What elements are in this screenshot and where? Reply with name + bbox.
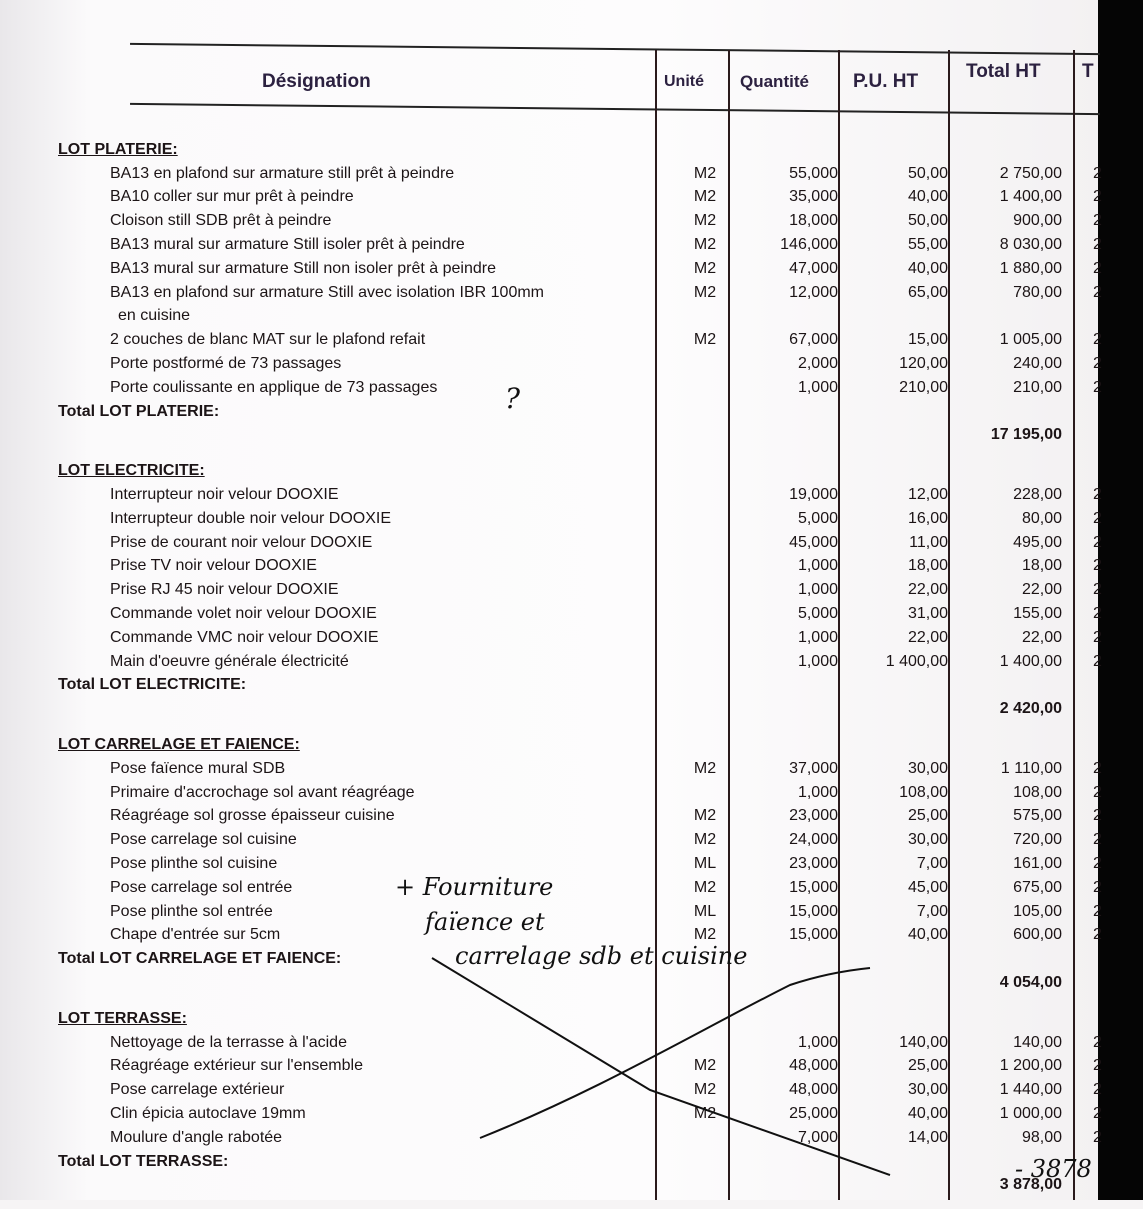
item-tva: 2 [1093,783,1102,801]
item-tva: 2 [1093,533,1102,551]
item-tva: 2 [1093,902,1102,920]
item-unit: M2 [693,1081,717,1099]
item-tva: 2 [1093,652,1102,670]
item-total: 495,00 [1013,533,1062,551]
section-total-value: 3 878,00 [999,1176,1062,1194]
item-quantity: 1,000 [797,557,838,575]
header-quantite: Quantité [740,72,809,91]
item-unit: ML [693,902,717,920]
item-designation: Prise de courant noir velour DOOXIE [110,533,373,551]
item-quantity: 23,000 [789,855,838,872]
item-quantity: 7,000 [797,1128,838,1146]
item-designation: BA13 mural sur armature Still isoler prêt à peindre [110,236,465,254]
handwritten-question-mark: ? [505,382,521,415]
item-quantity: 12,000 [789,283,838,301]
item-total: 900,00 [1013,212,1062,230]
item-designation: 2 couches de blanc MAT sur le plafond refait [110,331,426,349]
item-unit-price: 65,00 [907,283,948,301]
item-tva: 2 [1093,581,1102,599]
item-unit-price: 120,00 [899,355,948,373]
item-quantity: 1,000 [797,581,838,599]
item-quantity: 23,000 [789,807,838,825]
item-total: 575,00 [1013,807,1062,825]
section-total-value: 17 195,00 [990,426,1062,444]
section-title: LOT CARRELAGE ET FAIENCE: [58,736,300,754]
item-quantity: 15,000 [789,926,838,944]
item-total: 1 400,00 [999,652,1062,670]
item-quantity: 18,000 [789,212,838,230]
item-tva: 2 [1093,259,1102,277]
item-designation: Chape d'entrée sur 5cm [110,926,281,944]
item-tva: 2 [1093,1128,1102,1146]
item-tva: 2 [1093,236,1102,254]
item-quantity: 2,000 [797,355,838,373]
item-unit: ML [693,855,717,872]
item-designation: Pose plinthe sol cuisine [110,855,278,872]
item-total: 240,00 [1013,355,1062,373]
item-designation: Pose carrelage sol entrée [110,878,293,896]
item-tva: 2 [1093,1104,1102,1122]
item-quantity: 1,000 [797,783,838,801]
item-unit: M2 [693,831,717,849]
header-pu-ht: P.U. HT [853,71,919,92]
item-unit-price: 30,00 [907,759,948,777]
item-tva: 2 [1093,331,1102,349]
item-quantity: 48,000 [789,1057,838,1075]
item-tva: 2 [1093,855,1102,872]
item-unit-price: 25,00 [907,1057,948,1075]
handwritten-deduction: - 3878 [1015,1155,1092,1183]
item-total: 98,00 [1021,1128,1062,1146]
item-tva: 2 [1093,378,1102,396]
item-designation: BA13 mural sur armature Still non isoler prêt à peindre [110,259,496,277]
item-total: 8 030,00 [999,236,1062,254]
item-quantity: 37,000 [789,759,838,777]
item-total: 675,00 [1013,878,1062,896]
item-unit-price: 55,00 [907,236,948,254]
item-total: 780,00 [1013,283,1062,301]
item-total: 2 750,00 [999,164,1062,182]
item-designation: Pose carrelage sol cuisine [110,831,297,849]
item-tva: 2 [1093,1033,1102,1051]
item-unit-price: 45,00 [907,878,948,896]
background-edge [1098,0,1143,1200]
header-unite: Unité [664,73,704,90]
item-unit-price: 108,00 [899,783,948,801]
item-designation: Commande VMC noir velour DOOXIE [110,628,379,646]
handwritten-note-line3: carrelage sdb et cuisine [455,942,748,970]
item-tva: 2 [1093,926,1102,944]
item-designation: Interrupteur noir velour DOOXIE [110,486,339,504]
item-designation: Prise TV noir velour DOOXIE [110,557,317,575]
item-total: 22,00 [1021,581,1062,599]
item-tva: 2 [1093,509,1102,527]
item-designation: Main d'oeuvre générale électricité [110,652,349,670]
item-total: 210,00 [1013,378,1062,396]
item-total: 1 400,00 [999,188,1062,206]
item-unit-price: 7,00 [916,902,948,920]
item-tva: 2 [1093,807,1102,825]
item-designation: Moulure d'angle rabotée [110,1128,283,1146]
item-unit-price: 11,00 [909,533,948,551]
item-unit-price: 140,00 [899,1033,948,1051]
item-designation: Nettoyage de la terrasse à l'acide [110,1033,347,1051]
header-tva: T [1082,61,1094,82]
item-tva: 2 [1093,878,1102,896]
item-designation: Pose faïence mural SDB [110,759,286,777]
item-quantity: 67,000 [789,331,838,349]
item-total: 80,00 [1021,509,1062,527]
section-title: LOT TERRASSE: [58,1009,187,1027]
item-total: 1 440,00 [999,1081,1062,1099]
item-tva: 2 [1093,557,1102,575]
item-unit: M2 [693,283,717,301]
item-unit-price: 40,00 [907,1104,948,1122]
item-unit: M2 [693,1057,717,1075]
item-designation: en cuisine [118,307,191,325]
item-quantity: 1,000 [797,1033,838,1051]
item-unit-price: 30,00 [907,1081,948,1099]
item-unit-price: 22,00 [907,628,948,646]
item-unit-price: 12,00 [907,486,948,504]
item-designation: Clin épicia autoclave 19mm [110,1104,306,1122]
item-unit-price: 15,00 [907,331,948,349]
item-quantity: 19,000 [789,486,838,504]
item-quantity: 1,000 [797,378,838,396]
item-total: 1 880,00 [999,259,1062,277]
item-designation: Réagréage extérieur sur l'ensemble [110,1057,363,1075]
header-total-ht: Total HT [966,61,1041,82]
handwritten-note-line1: + Fourniture [395,873,554,901]
item-unit-price: 22,00 [907,581,948,599]
item-unit: M2 [693,807,717,825]
item-quantity: 146,000 [780,236,838,254]
item-designation: Pose carrelage extérieur [110,1081,285,1099]
item-unit-price: 40,00 [907,188,948,206]
item-unit: M2 [693,212,717,230]
item-quantity: 15,000 [789,902,838,920]
item-quantity: 47,000 [789,259,838,277]
item-unit: M2 [693,926,717,944]
section-total-label: Total LOT PLATERIE: [58,402,220,420]
item-unit-price: 50,00 [907,212,948,230]
item-tva: 2 [1093,486,1102,504]
item-unit: M2 [693,759,717,777]
item-quantity: 1,000 [797,628,838,646]
handwritten-note-line2: faïence et [425,908,545,936]
header-designation: Désignation [262,71,371,92]
section-total-value: 4 054,00 [999,973,1062,991]
item-quantity: 48,000 [789,1081,838,1099]
item-quantity: 24,000 [789,831,838,849]
item-tva: 2 [1093,164,1102,182]
item-quantity: 5,000 [797,509,838,527]
item-unit-price: 30,00 [907,831,948,849]
item-total: 228,00 [1013,486,1062,504]
item-quantity: 35,000 [789,188,838,206]
section-total-value: 2 420,00 [999,700,1062,718]
item-designation: Cloison still SDB prêt à peindre [110,212,332,230]
item-total: 155,00 [1013,605,1062,623]
item-total: 105,00 [1013,902,1062,920]
item-designation: Pose plinthe sol entrée [110,902,273,920]
item-designation: Commande volet noir velour DOOXIE [110,605,377,623]
section-title: LOT ELECTRICITE: [58,462,205,480]
item-unit-price: 18,00 [907,557,948,575]
item-unit: M2 [693,878,717,896]
item-total: 161,00 [1013,855,1062,872]
item-tva: 2 [1093,628,1102,646]
item-total: 600,00 [1013,926,1062,944]
item-unit: M2 [693,259,717,277]
item-unit-price: 31,00 [907,605,948,623]
item-designation: BA10 coller sur mur prêt à peindre [110,188,354,206]
item-total: 1 000,00 [999,1104,1062,1122]
section-total-label: Total LOT ELECTRICITE: [58,676,247,694]
item-tva: 2 [1093,188,1102,206]
section-total-label: Total LOT TERRASSE: [58,1152,229,1170]
item-quantity: 15,000 [789,878,838,896]
item-tva: 2 [1093,1081,1102,1099]
item-unit: M2 [693,1104,717,1122]
item-designation: BA13 en plafond sur armature still prêt à peindre [110,164,455,182]
item-quantity: 25,000 [789,1104,838,1122]
item-designation: Porte coulissante en applique de 73 passages [110,378,438,396]
item-quantity: 45,000 [789,533,838,551]
item-unit-price: 40,00 [907,926,948,944]
item-total: 18,00 [1021,557,1062,575]
item-quantity: 5,000 [797,605,838,623]
item-total: 22,00 [1021,628,1062,646]
item-tva: 2 [1093,1057,1102,1075]
item-tva: 2 [1093,759,1102,777]
item-unit-price: 40,00 [907,259,948,277]
item-unit-price: 25,00 [907,807,948,825]
item-tva: 2 [1093,355,1102,373]
item-tva: 2 [1093,831,1102,849]
item-quantity: 55,000 [789,164,838,182]
item-total: 1 200,00 [999,1057,1062,1075]
item-unit-price: 50,00 [907,164,948,182]
item-unit-price: 1 400,00 [885,652,948,670]
item-tva: 2 [1093,283,1102,301]
item-total: 1 005,00 [999,331,1062,349]
item-designation: Porte postformé de 73 passages [110,355,342,373]
item-designation: Réagréage sol grosse épaisseur cuisine [110,807,395,825]
section-total-label: Total LOT CARRELAGE ET FAIENCE: [58,950,342,968]
item-designation: BA13 en plafond sur armature Still avec isolation IBR 100mm [110,283,544,301]
item-designation: Prise RJ 45 noir velour DOOXIE [110,581,339,599]
item-unit-price: 210,00 [899,378,948,396]
item-total: 720,00 [1013,831,1062,849]
item-unit-price: 14,00 [907,1128,948,1146]
item-total: 108,00 [1013,783,1062,801]
item-unit-price: 16,00 [907,509,948,527]
item-unit: M2 [693,164,717,182]
item-unit: M2 [693,188,717,206]
item-total: 1 110,00 [1000,759,1062,777]
item-designation: Primaire d'accrochage sol avant réagréage [110,783,415,801]
section-title: LOT PLATERIE: [58,140,178,158]
item-tva: 2 [1093,605,1102,623]
item-unit: M2 [693,236,717,254]
item-unit: M2 [693,331,717,349]
item-tva: 2 [1093,212,1102,230]
item-quantity: 1,000 [797,652,838,670]
item-unit-price: 7,00 [916,855,948,872]
item-designation: Interrupteur double noir velour DOOXIE [110,509,392,527]
item-total: 140,00 [1013,1033,1062,1051]
